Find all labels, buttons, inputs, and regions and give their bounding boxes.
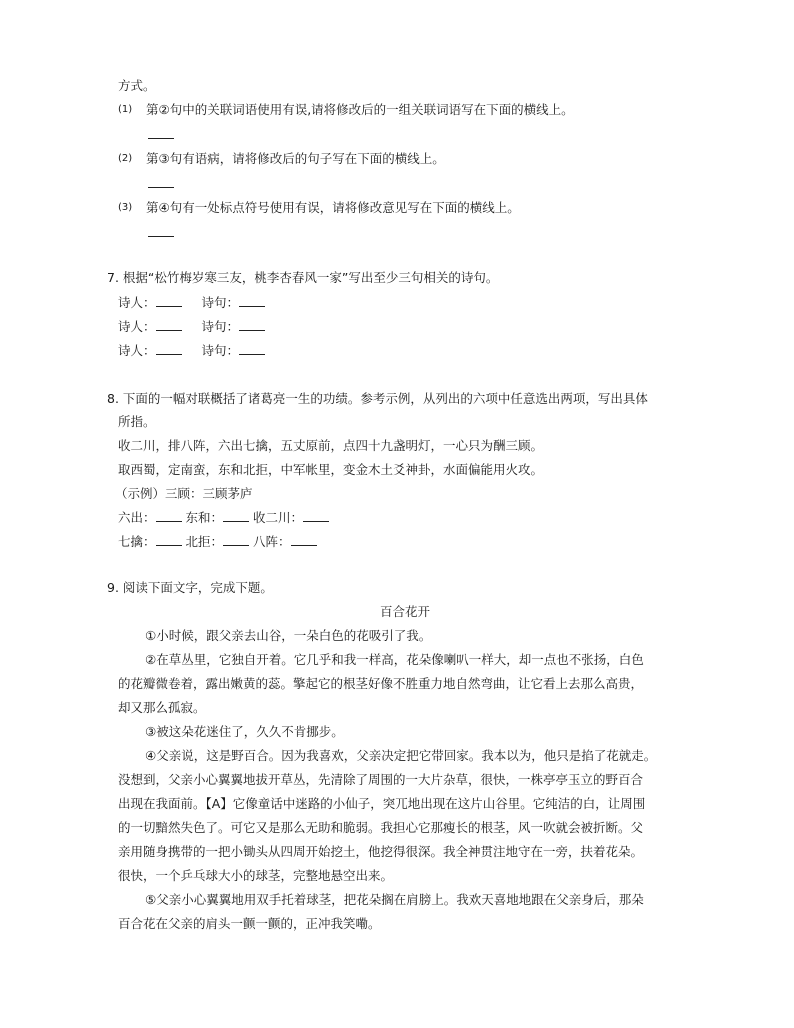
q9-title: 9. 阅读下面文字，完成下题。 (107, 580, 273, 595)
label-qiqin: 七擒： (118, 534, 156, 549)
poet-blank[interactable] (156, 318, 182, 331)
q6-item-1-text: 第②句中的关联词语使用有误,请将修改后的一组关联词语写在下面的横线上。 (146, 102, 574, 117)
poet-blank[interactable] (156, 342, 182, 355)
poet-label: 诗人： (118, 295, 156, 310)
poet-label: 诗人： (118, 319, 156, 334)
label-liuchu: 六出： (118, 510, 156, 525)
passage-line: ④父亲说，这是野百合。因为我喜欢，父亲决定把它带回家。我本以为，他只是掐了花就走。 (145, 748, 657, 763)
passage-line: 的花瓣微卷着，露出嫩黄的蕊。擎起它的根茎好像不胜重力地自然弯曲，让它看上去那么高贵， (118, 676, 644, 691)
passage-title: 百合花开 (379, 604, 430, 619)
passage-line: 很快，一个乒乓球大小的球茎，完整地悬空出来。 (118, 868, 394, 883)
q7-row-1 (118, 294, 265, 312)
blank-qiqin[interactable] (156, 533, 182, 546)
q7-row-3 (118, 342, 265, 360)
q6-intro-tail: 方式。 (118, 78, 156, 93)
q8-answer-row-1 (118, 509, 329, 527)
q8-couplet-upper: 收二川，排八阵，六出七擒，五丈原前，点四十九盏明灯，一心只为酬三顾。 (118, 438, 544, 453)
q8-couplet-lower: 取西蜀，定南蛮，东和北拒，中军帐里，变金木土爻神卦，水面偏能用火攻。 (118, 462, 544, 477)
passage-line: 没想到，父亲小心翼翼地拔开草丛，先清除了周围的一大片杂草，很快，一株亭亭玉立的野百合 (118, 772, 644, 787)
q8-title-line-1: 8. 下面的一幅对联概括了诸葛亮一生的功绩。参考示例，从列出的六项中任意选出两项，写出具体 (107, 391, 648, 406)
blank-liuchu[interactable] (156, 509, 182, 522)
passage-line: ⑤父亲小心翼翼地用双手托着球茎，把花朵搁在肩膀上。我欢天喜地地跟在父亲身后，那朵 (145, 892, 644, 907)
blank-beiju[interactable] (223, 533, 249, 546)
verse-blank[interactable] (239, 294, 265, 307)
q8-answer-row-2 (118, 533, 317, 551)
q7-title: 7. 根据“松竹梅岁寒三友，桃李杏春风一家”写出至少三句相关的诗句。 (107, 270, 499, 285)
q8-example: （示例）三顾：三顾茅庐 (115, 486, 253, 501)
q6-item-3-number: (3) (118, 202, 133, 213)
label-bazhen: 八阵： (253, 534, 291, 549)
passage-line: 亲用随身携带的一把小锄头从四周开始挖土，他挖得很深。我全神贯注地守在一旁，扶着花朵。 (118, 844, 644, 859)
passage-line: 百合花在父亲的肩头一颤一颤的，正冲我笑嘞。 (118, 916, 381, 931)
passage-line: 出现在我面前。【A】它像童话中迷路的小仙子，突兀地出现在这片山谷里。它纯洁的白，让周围 (118, 796, 646, 811)
blank-donghe[interactable] (223, 509, 249, 522)
q7-row-2 (118, 318, 265, 336)
q6-item-2-answer-line[interactable] (148, 187, 174, 188)
poet-label: 诗人： (118, 343, 156, 358)
q6-item-1-number: (1) (118, 104, 133, 115)
q6-item-1-answer-line[interactable] (148, 138, 174, 139)
blank-shouerchuan[interactable] (303, 509, 329, 522)
q8-title-line-2: 所指。 (118, 414, 156, 429)
passage-line: ①小时候，跟父亲去山谷，一朵白色的花吸引了我。 (145, 628, 432, 643)
poet-blank[interactable] (156, 294, 182, 307)
verse-blank[interactable] (239, 342, 265, 355)
verse-label: 诗句： (201, 319, 239, 334)
verse-label: 诗句： (201, 295, 239, 310)
passage-line: ③被这朵花迷住了，久久不肯挪步。 (145, 724, 344, 739)
label-donghe: 东和： (185, 510, 224, 525)
q6-item-3-answer-line[interactable] (148, 236, 174, 237)
passage-line: 却又那么孤寂。 (118, 700, 206, 715)
blank-bazhen[interactable] (291, 533, 317, 546)
q6-item-2-text: 第③句有语病，请将修改后的句子写在下面的横线上。 (146, 151, 445, 166)
passage-line: 的一切黯然失色了。可它又是那么无助和脆弱。我担心它那瘦长的根茎，风一吹就会被折断。父 (118, 820, 644, 835)
label-beiju: 北拒： (185, 534, 224, 549)
passage-line: ②在草丛里，它独自开着。它几乎和我一样高，花朵像喇叭一样大，却一点也不张扬，白色 (145, 652, 644, 667)
q6-item-2-number: (2) (118, 153, 133, 164)
label-shouerchuan: 收二川： (253, 510, 304, 525)
q6-item-3-text: 第④句有一处标点符号使用有误，请将修改意见写在下面的横线上。 (146, 200, 520, 215)
verse-blank[interactable] (239, 318, 265, 331)
verse-label: 诗句： (201, 343, 239, 358)
